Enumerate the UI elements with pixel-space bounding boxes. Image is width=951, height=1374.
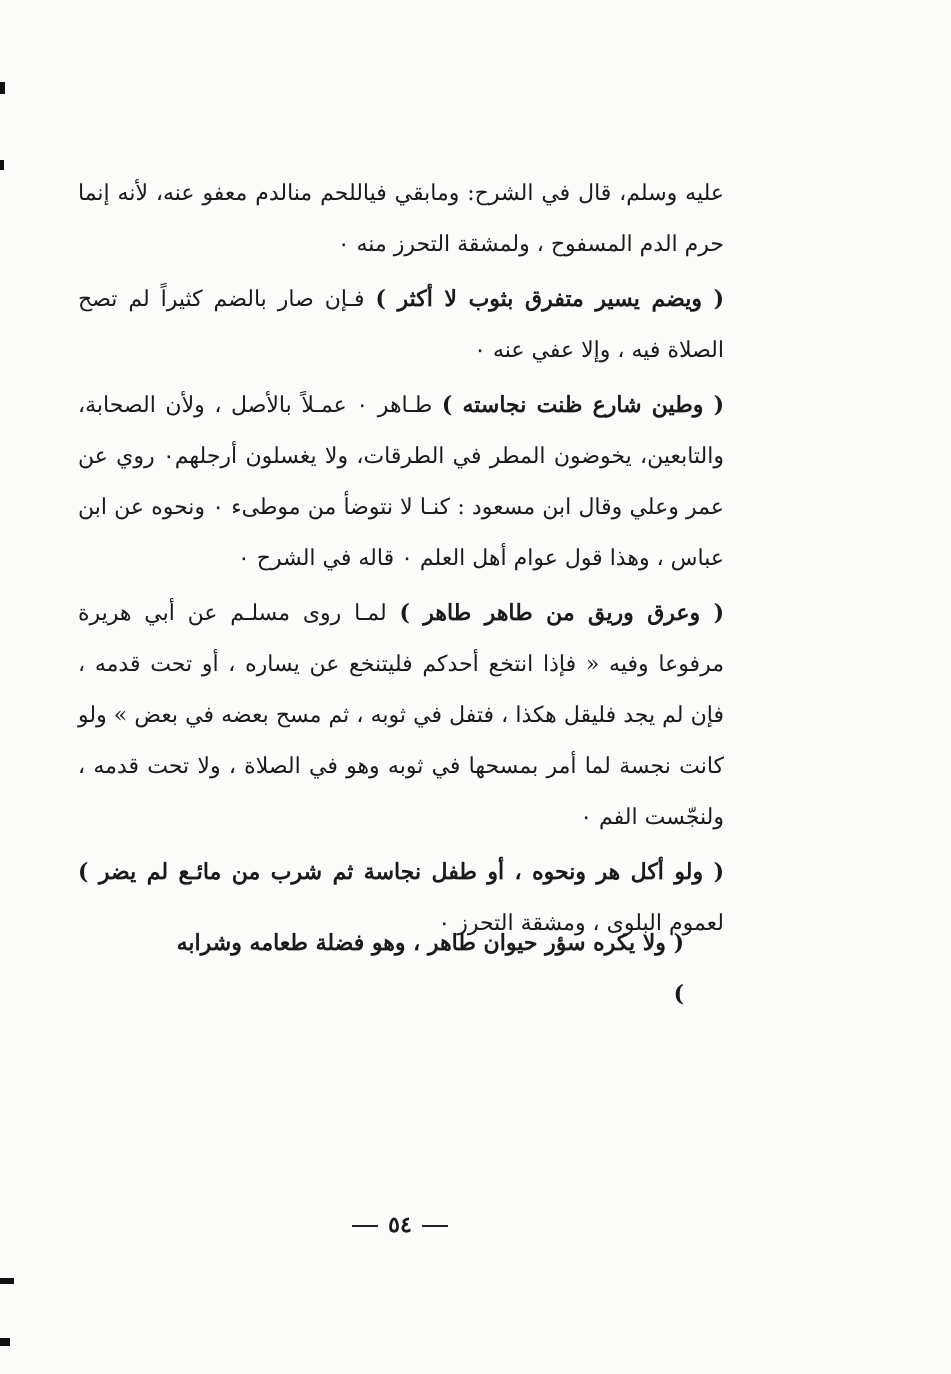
scan-edge-mark-upper [0,160,4,170]
paragraph-2-text: فـإن صار بالضم كثيراً لم تصح الصلاة فيه ، وإلا عفي عنه ٠ [78,287,724,363]
paragraph-3-text: طـاهر ٠ عمـلاً بالأصل ، ولأن الصحابة، والتابعين، يخوضون المطر في الطرقات، ولا يغسلون أرجلهم٠ روي عن عمر وعلي وقال ابن مسعود : كنـا لا نتوضأ من موطىء ٠ ونحوه عن ابن عباس ، وهذا قول عوام أهل العلم ٠ قاله في الشرح ٠ [78,393,724,571]
paragraph-4-heading: ( وعرق وريق من طاهر طاهر ) [399,600,724,626]
paragraph-4 [78,588,724,843]
paragraph-3-heading: ( وطين شارع ظنت نجاسته ) [441,392,725,418]
body-text [78,168,724,953]
scan-edge-mark-bottom [0,1338,10,1346]
paragraph-5-text: لعموم البلوى ، ومشقة التحرز ٠ [438,911,724,936]
paragraph-1 [78,168,724,270]
scan-edge-mark-top [0,82,5,94]
final-heading: ( ولا يكره سؤر حيوان طاهر ، وهو فضلة طعامه وشرابه ) [176,930,684,1007]
page-number-dash-right [422,1225,448,1227]
page-number-footer [340,1212,460,1238]
paragraph-4-text: لمـا روى مسلـم عن أبي هريرة مرفوعا وفيه « فإذا انتخع أحدكم فليتنخع عن يساره ، أو تحت قدمه ، فإن لم يجد فليقل هكذا ، فتفل في ثوبه ، ثم مسح بعضه في بعض » ولو كانت نجسة لما أمر بمسحها في ثوبه وهو في الصلاة ، ولا تحت قدمه ، ولنجّست الفم ٠ [78,601,724,830]
paragraph-1-text: عليه وسلم، قال في الشرح: ومابقي فياللحم منالدم معفو عنه، لأنه إنما حرم الدم المسفوح ، ولمشقة التحرز منه ٠ [78,181,724,257]
paragraph-2 [78,274,724,376]
paragraph-2-heading: ( ويضم يسير متفرق بثوب لا أكثر ) [375,286,724,312]
scan-edge-mark-lower [0,1278,14,1284]
page-number-dash-left [352,1225,378,1227]
paragraph-5-heading: ( ولو أكل هر ونحوه ، أو طفل نجاسة ثم شرب من مائـع لم يضر ) [78,859,724,885]
page-number: ٥٤ [388,1212,412,1238]
paragraph-3 [78,380,724,584]
